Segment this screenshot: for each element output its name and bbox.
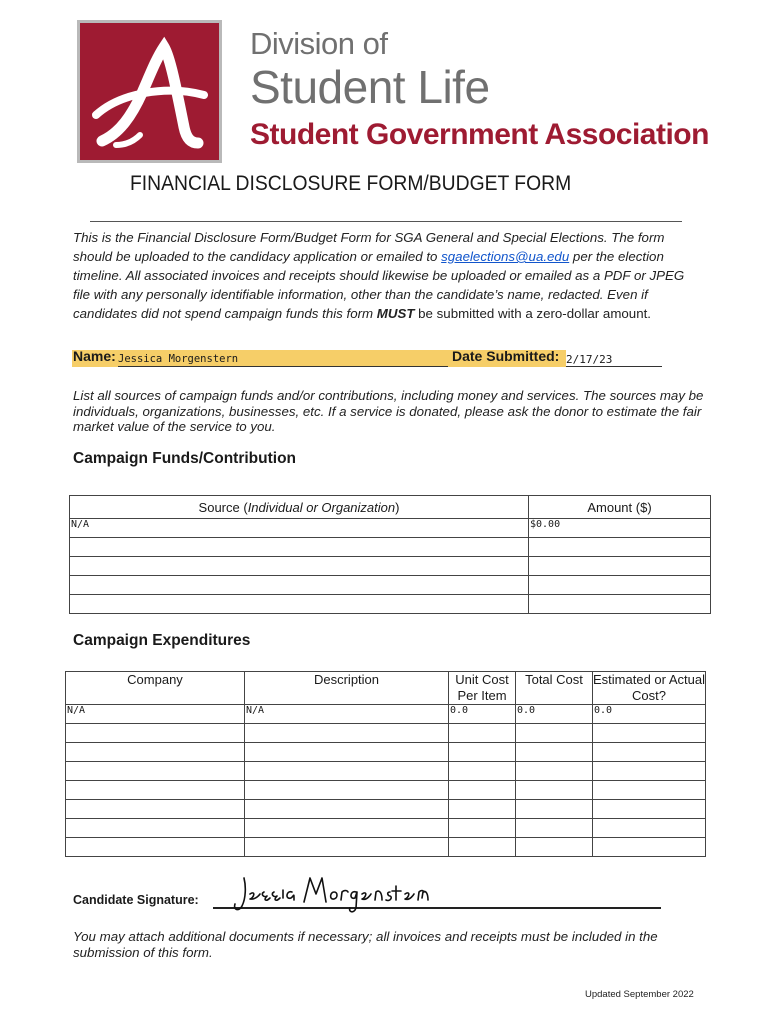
table-row bbox=[66, 762, 706, 781]
email-link[interactable]: sgaelections@ua.edu bbox=[441, 249, 570, 264]
total-cost-cell[interactable] bbox=[516, 838, 593, 857]
company-cell[interactable] bbox=[66, 724, 245, 743]
description-cell[interactable]: N/A bbox=[245, 705, 449, 724]
company-cell[interactable] bbox=[66, 800, 245, 819]
unit-cost-header: Unit Cost Per Item bbox=[449, 672, 516, 705]
date-field[interactable]: 2/17/23 bbox=[566, 353, 613, 366]
funds-section-title: Campaign Funds/Contribution bbox=[73, 450, 297, 467]
estimated-actual-cell[interactable]: 0.0 bbox=[593, 705, 706, 724]
division-of-text: Division of bbox=[250, 26, 388, 61]
expenditures-section-title: Campaign Expenditures bbox=[73, 632, 251, 649]
description-cell[interactable] bbox=[245, 762, 449, 781]
amount-cell[interactable] bbox=[529, 576, 711, 595]
company-cell[interactable] bbox=[66, 743, 245, 762]
unit-cost-cell[interactable] bbox=[449, 743, 516, 762]
university-logo bbox=[77, 20, 222, 163]
name-field[interactable]: Jessica Morgenstern bbox=[118, 353, 239, 365]
total-cost-cell[interactable] bbox=[516, 800, 593, 819]
date-label: Date Submitted: bbox=[452, 348, 560, 364]
amount-header: Amount ($) bbox=[529, 496, 711, 519]
funds-table bbox=[69, 495, 711, 614]
unit-cost-cell[interactable]: 0.0 bbox=[449, 705, 516, 724]
company-cell[interactable] bbox=[66, 838, 245, 857]
total-cost-cell[interactable] bbox=[516, 781, 593, 800]
handwritten-signature[interactable] bbox=[230, 872, 430, 916]
sources-instructions: List all sources of campaign funds and/or contributions, including money and services. The sources may be individuals, organizations, businesses, etc. If a service is donated, please ask the donor to estimate the fair market value of the service to you. bbox=[73, 388, 704, 434]
total-cost-cell[interactable] bbox=[516, 762, 593, 781]
estimated-actual-cell[interactable] bbox=[593, 762, 706, 781]
unit-cost-cell[interactable] bbox=[449, 724, 516, 743]
table-row bbox=[66, 724, 706, 743]
table-row bbox=[66, 705, 706, 724]
unit-cost-cell[interactable] bbox=[449, 800, 516, 819]
table-row bbox=[66, 743, 706, 762]
estimated-actual-cell[interactable] bbox=[593, 838, 706, 857]
signature-label: Candidate Signature: bbox=[73, 893, 199, 907]
source-cell[interactable]: N/A bbox=[70, 519, 529, 538]
source-header: Source (Individual or Organization) bbox=[70, 496, 529, 519]
description-cell[interactable] bbox=[245, 819, 449, 838]
attachment-note: You may attach additional documents if necessary; all invoices and receipts must be included in the submission of this form. bbox=[73, 929, 658, 960]
estimated-actual-cell[interactable] bbox=[593, 743, 706, 762]
amount-cell[interactable]: $0.00 bbox=[529, 519, 711, 538]
table-row bbox=[66, 819, 706, 838]
table-row bbox=[70, 595, 711, 614]
total-cost-cell[interactable]: 0.0 bbox=[516, 705, 593, 724]
description-cell[interactable] bbox=[245, 800, 449, 819]
company-cell[interactable] bbox=[66, 819, 245, 838]
intro-paragraph bbox=[73, 228, 703, 323]
unit-cost-cell[interactable] bbox=[449, 781, 516, 800]
source-cell[interactable] bbox=[70, 557, 529, 576]
name-label: Name: bbox=[73, 348, 116, 364]
description-cell[interactable] bbox=[245, 743, 449, 762]
unit-cost-cell[interactable] bbox=[449, 762, 516, 781]
table-row bbox=[70, 557, 711, 576]
sga-text: Student Government Association bbox=[250, 118, 709, 151]
total-cost-header: Total Cost bbox=[516, 672, 593, 705]
intro-must: MUST bbox=[376, 306, 415, 321]
date-underline bbox=[566, 366, 662, 367]
company-header: Company bbox=[66, 672, 245, 705]
total-cost-cell[interactable] bbox=[516, 724, 593, 743]
source-cell[interactable] bbox=[70, 538, 529, 557]
description-cell[interactable] bbox=[245, 781, 449, 800]
name-underline bbox=[118, 366, 448, 367]
unit-cost-cell[interactable] bbox=[449, 838, 516, 857]
company-cell[interactable] bbox=[66, 762, 245, 781]
updated-date: Updated September 2022 bbox=[585, 989, 694, 1000]
amount-cell[interactable] bbox=[529, 595, 711, 614]
table-row bbox=[66, 838, 706, 857]
estimated-actual-cell[interactable] bbox=[593, 724, 706, 743]
intro-text-1: This is the Financial Disclosure Form/Budget Form for SGA General and Special Elections. The form should be uploaded to the candidacy application or emailed to bbox=[73, 230, 665, 264]
amount-cell[interactable] bbox=[529, 557, 711, 576]
intro-text-3: be submitted with a zero-dollar amount. bbox=[414, 306, 651, 321]
amount-cell[interactable] bbox=[529, 538, 711, 557]
description-cell[interactable] bbox=[245, 838, 449, 857]
company-cell[interactable]: N/A bbox=[66, 705, 245, 724]
estimated-actual-cell[interactable] bbox=[593, 800, 706, 819]
company-cell[interactable] bbox=[66, 781, 245, 800]
intro-text-2: per the election timeline. All associated invoices and receipts should likewise be uploaded or emailed as a PDF or JPEG file with any personally identifiable information, other than the candidate’s name, redacted. Even if candidates did not spend campaign funds this form bbox=[73, 249, 685, 321]
title-divider bbox=[90, 221, 682, 222]
table-row bbox=[70, 576, 711, 595]
description-cell[interactable] bbox=[245, 724, 449, 743]
table-row bbox=[66, 781, 706, 800]
script-a-logo-icon bbox=[80, 23, 219, 160]
form-title: FINANCIAL DISCLOSURE FORM/BUDGET FORM bbox=[130, 172, 572, 195]
table-row bbox=[66, 800, 706, 819]
student-life-text: Student Life bbox=[250, 61, 490, 113]
expenditures-table bbox=[65, 671, 706, 857]
table-row bbox=[70, 519, 711, 538]
estimated-actual-header: Estimated or Actual Cost? bbox=[593, 672, 705, 703]
unit-cost-cell[interactable] bbox=[449, 819, 516, 838]
total-cost-cell[interactable] bbox=[516, 819, 593, 838]
estimated-actual-cell[interactable] bbox=[593, 819, 706, 838]
source-cell[interactable] bbox=[70, 595, 529, 614]
table-row bbox=[70, 538, 711, 557]
total-cost-cell[interactable] bbox=[516, 743, 593, 762]
description-header: Description bbox=[245, 672, 449, 705]
estimated-actual-cell[interactable] bbox=[593, 781, 706, 800]
source-cell[interactable] bbox=[70, 576, 529, 595]
